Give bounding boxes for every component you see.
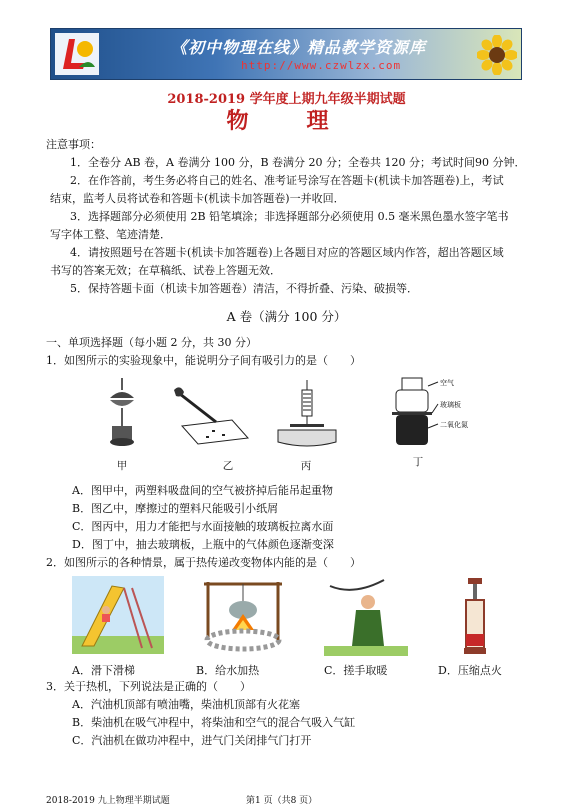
q1-figure-yi [172,386,252,448]
q1-caption: 甲 [116,460,128,472]
q1-caption: 乙 [222,460,234,472]
q2-figure-rub [324,576,408,656]
q2-stem: 2．如图所示的各种情景，属于热传递改变物体内能的是（ ） [46,556,361,569]
q1-figure-label: 空气 [440,379,454,387]
note-item: 结束，监考人员将试卷和答题卡(机读卡加答题卷)一并收回． [50,192,345,205]
footer-left: 2018-2019 九上物理半期试题 [46,796,170,806]
q1-option-d: D．图丁中，抽去玻璃板，上瓶中的气体颜色逐渐变深 [72,538,334,551]
note-item: 1．全卷分 AB 卷，A 卷满分 100 分，B 卷满分 20 分；全卷共 120 分；考试时间90 分钟． [70,156,526,169]
note-item: 书写的答案无效；在草稿纸、试卷上答题无效． [50,264,281,277]
header-banner [50,28,522,80]
q2-option-c: C．搓手取暖 [324,664,388,677]
footer-page: 第1 页（共8 页） [246,796,318,806]
exam-title: 2018-2019 学年度上期九年级半期试题 [167,92,406,107]
q1-figure-label: 二氧化氮 [440,421,468,429]
sunflower-icon [477,35,517,75]
q3-stem: 3．关于热机，下列说法是正确的（ ） [46,680,251,693]
note-item: 写字体工整、笔迹清楚． [50,228,171,241]
site-logo-icon [55,33,99,75]
banner-url[interactable]: http://www.czwlzx.com [241,59,402,72]
q1-figure-label: 玻璃板 [440,401,461,409]
q1-caption: 丁 [412,456,424,468]
note-item: 2．在作答前，考生务必将自己的姓名、准考证号涂写在答题卡(机读卡加答题卷)上，考试 [70,174,504,187]
q3-option-c: C．汽油机在做功冲程中，进气门关闭排气门打开 [72,734,312,747]
q1-option-c: C．图丙中，用力才能把与水面接触的玻璃板拉离水面 [72,520,334,533]
q1-stem: 1．如图所示的实验现象中，能说明分子间有吸引力的是（ ） [46,354,361,367]
q1-option-a: A．图甲中，两塑料吸盘间的空气被挤掉后能吊起重物 [72,484,333,497]
q2-option-b: B．给水加热 [196,664,260,677]
note-item: 5．保持答题卡面（机读卡加答题卷）清洁，不得折叠、污染、破损等． [70,282,418,295]
note-item: 3．选择题部分必须使用 2B 铅笔填涂；非选择题部分必须使用 0.5 毫米黑色墨水签字笔书 [70,210,509,223]
q2-figure-piston [462,578,488,658]
q1-option-b: B．图乙中，摩擦过的塑料尺能吸引小纸屑 [72,502,279,515]
q3-option-b: B．柴油机在吸气冲程中，将柴油和空气的混合气吸入气缸 [72,716,356,729]
q3-option-a: A．汽油机顶部有喷油嘴，柴油机顶部有火花塞 [72,698,300,711]
q1-figure-jia [98,378,146,462]
q1-figure-bing [272,380,342,452]
banner-title: 《初中物理在线》精品教学资源库 [171,38,427,57]
notes-heading: 注意事项： [46,138,101,151]
q2-option-a: A．滑下滑梯 [72,664,135,677]
q1-figure-ding [390,376,480,456]
part1-title: 一、单项选择题（每小题 2 分，共 30 分） [46,336,257,349]
q1-caption: 丙 [300,460,312,472]
section-a-title: A 卷（满分 100 分） [226,309,347,324]
subject-title: 物 理 [226,108,347,134]
q2-figure-boil [198,578,288,654]
q2-option-d: D．压缩点火 [438,664,502,677]
note-item: 4．请按照题号在答题卡(机读卡加答题卷)上各题目对应的答题区域内作答，超出答题区域 [70,246,504,259]
q2-figure-slide [72,576,164,654]
